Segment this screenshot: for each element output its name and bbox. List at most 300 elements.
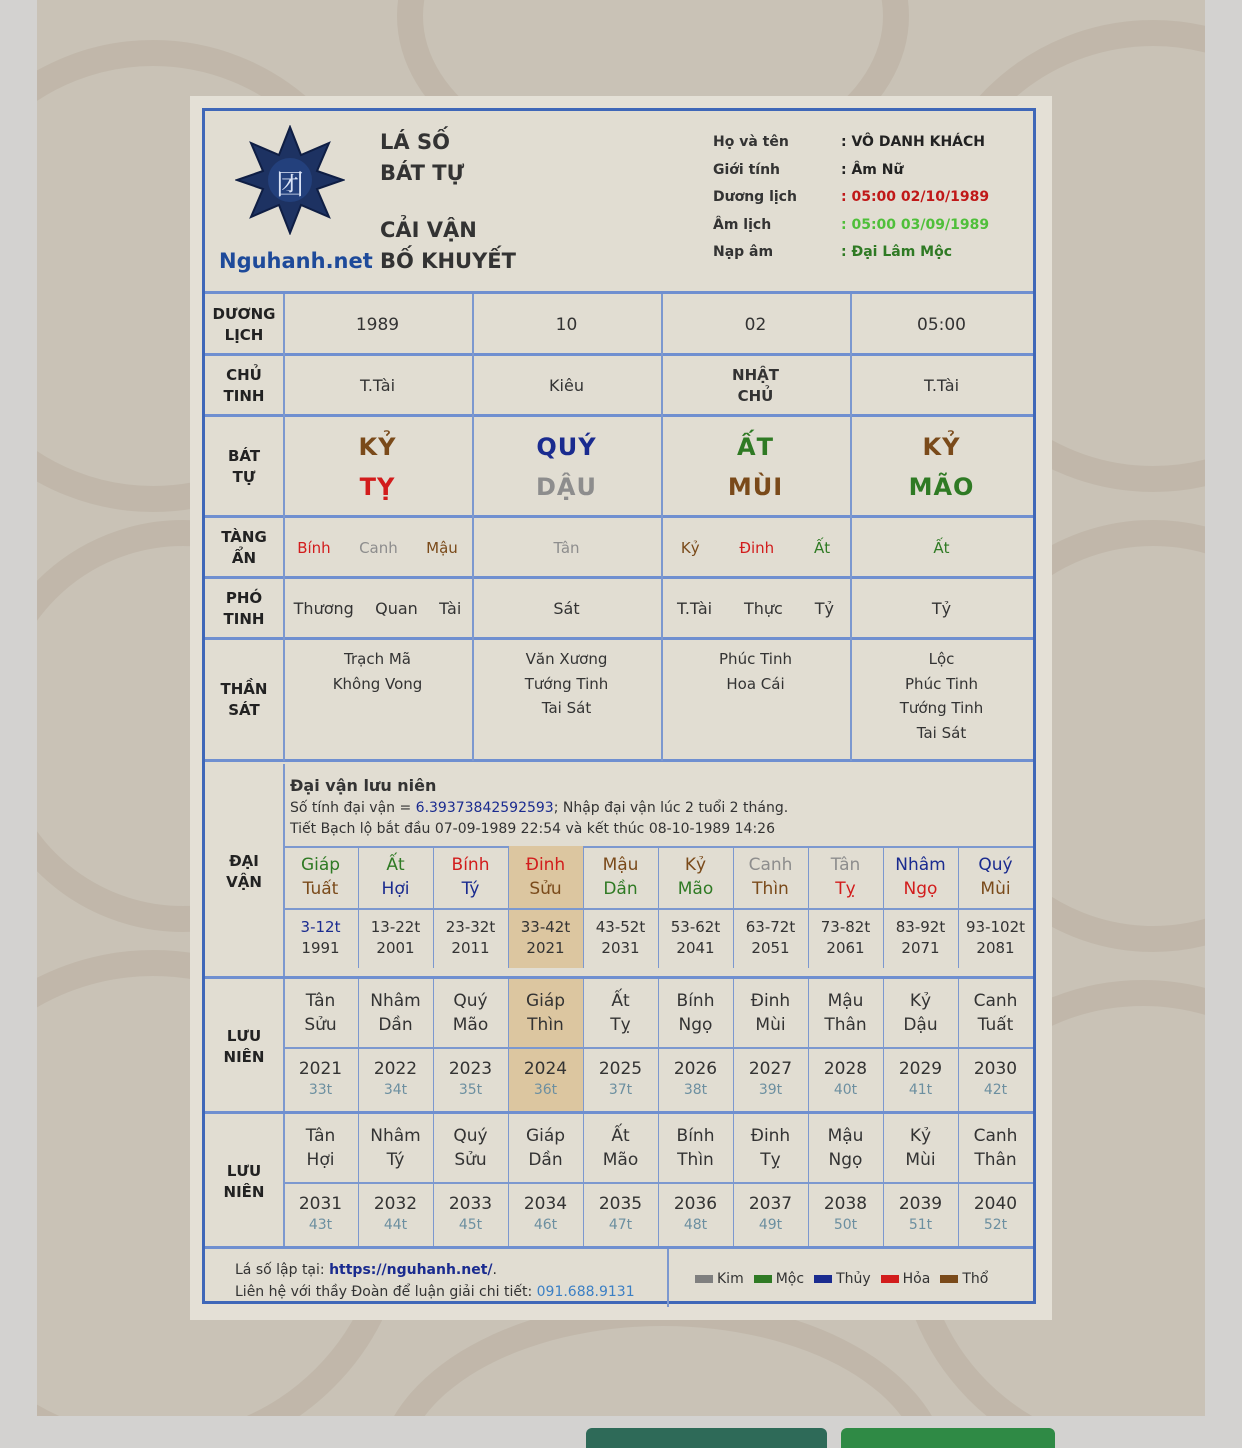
pillar-cell <box>850 294 1033 355</box>
heavenly-stem: KỶ <box>358 432 397 461</box>
grid-top-cell <box>358 846 433 908</box>
row-label-word: CHỦ <box>226 365 262 384</box>
hidden-stem: Đinh <box>739 538 775 557</box>
sub-star: Sát <box>553 599 580 618</box>
element-legend <box>695 1271 998 1287</box>
grid-top-cell <box>808 979 883 1047</box>
grid-top-cell <box>583 1114 658 1182</box>
solar-value: 10 <box>555 314 578 335</box>
day-master-label <box>732 365 779 407</box>
pillar-cell <box>661 639 850 761</box>
grid-top-cell <box>958 846 1033 908</box>
row-label-text <box>213 304 276 346</box>
year-age: 38t <box>683 1082 708 1098</box>
row-label-word: NIÊN <box>223 1182 265 1201</box>
hidden-stem: Bính <box>297 538 331 557</box>
year-branch: Thân <box>824 1015 867 1035</box>
year-value: 2037 <box>748 1194 793 1214</box>
dai-van-age: 33-42t <box>520 918 571 936</box>
year-value: 2033 <box>448 1194 493 1214</box>
year-value: 2040 <box>973 1194 1018 1214</box>
bottom-button-right[interactable] <box>841 1428 1055 1448</box>
year-branch: Tý <box>386 1150 405 1170</box>
pillar-cell <box>661 355 850 416</box>
luu-nien-grid <box>205 1114 1033 1246</box>
legend-label: Thổ <box>962 1271 989 1287</box>
grid-bottom-cell <box>358 908 433 968</box>
grid-col-divider <box>808 1114 809 1246</box>
year-stem: Ất <box>611 991 630 1011</box>
grid-bottom-cell <box>883 908 958 968</box>
year-stem: Kỷ <box>909 1126 932 1146</box>
year-branch: Thìn <box>527 1015 564 1035</box>
earthly-branch: MÙI <box>727 472 784 501</box>
legend-label: Kim <box>717 1271 744 1287</box>
year-value: 2038 <box>823 1194 868 1214</box>
dai-van-year: 1991 <box>301 939 340 957</box>
grid-bottom-cell <box>958 908 1033 968</box>
info-label: Nạp âm <box>713 244 774 260</box>
grid-col-divider <box>658 979 659 1111</box>
spirit-star: Văn Xương <box>525 650 608 668</box>
hidden-stem: Canh <box>359 538 398 557</box>
dai-van-age: 13-22t <box>370 918 421 936</box>
dai-van-year: 2081 <box>976 939 1015 957</box>
grid-top-cell <box>508 846 583 908</box>
dai-van-year: 2041 <box>676 939 715 957</box>
luu-nien-section-1 <box>205 979 1033 1114</box>
sub-star: T.Tài <box>676 599 713 618</box>
grid-bottom-cell <box>808 1182 883 1246</box>
year-stem: Đinh <box>750 991 791 1011</box>
grid-bottom-cell <box>283 908 358 968</box>
year-stem: Tân <box>305 1126 336 1146</box>
dai-van-branch: Hợi <box>381 879 410 899</box>
grid-top-cell <box>808 1114 883 1182</box>
dai-van-stem: Canh <box>748 855 793 875</box>
grid-bottom-cell <box>883 1182 958 1246</box>
year-age: 48t <box>683 1217 708 1233</box>
grid-col-divider <box>358 979 359 1111</box>
pillar-cell <box>850 639 1033 761</box>
grid-col-divider <box>508 1114 509 1246</box>
dai-van-stem: Bính <box>451 855 490 875</box>
grid-top-cell <box>883 979 958 1047</box>
year-branch: Ngọ <box>828 1150 863 1170</box>
grid-bottom-cell <box>883 1047 958 1111</box>
year-branch: Dậu <box>903 1015 938 1035</box>
grid-top-cell <box>808 846 883 908</box>
earthly-branch: MÃO <box>908 472 975 501</box>
row-label-tang-an <box>205 517 283 578</box>
grid-col-divider <box>658 1114 659 1246</box>
main-star: T.Tài <box>923 376 960 395</box>
dai-van-grid <box>205 846 1033 979</box>
grid-bottom-cell <box>283 1182 358 1246</box>
grid-top-cell <box>733 846 808 908</box>
row-label-word: PHÓ <box>225 588 263 607</box>
grid-top-cell <box>508 979 583 1047</box>
solar-value: 05:00 <box>917 314 966 335</box>
dai-van-title: Đại vận lưu niên <box>290 776 437 795</box>
grid-bottom-cell <box>658 908 733 968</box>
dai-van-stem: Ất <box>386 855 405 875</box>
main-star: Kiêu <box>549 376 584 395</box>
year-age: 45t <box>458 1217 483 1233</box>
year-value: 2032 <box>373 1194 418 1214</box>
year-branch: Hợi <box>306 1150 335 1170</box>
grid-col-divider <box>358 846 359 968</box>
heavenly-stem: ẤT <box>737 432 774 461</box>
row-label-pho-tinh <box>205 578 283 639</box>
website-link[interactable]: https://nguhanh.net/ <box>329 1262 493 1278</box>
solar-value: 1989 <box>355 314 400 335</box>
hidden-stem: Ất <box>813 538 831 557</box>
legend-swatch <box>695 1275 713 1283</box>
year-age: 34t <box>383 1082 408 1098</box>
spirit-star: Tai Sát <box>541 699 592 717</box>
row-label-word: ĐẠI <box>229 851 259 870</box>
grid-bottom-cell <box>358 1182 433 1246</box>
grid-top-cell <box>283 979 358 1047</box>
year-age: 39t <box>758 1082 783 1098</box>
dai-van-header <box>290 774 788 840</box>
hidden-stem: Tân <box>553 538 580 557</box>
dai-van-stem: Giáp <box>300 855 341 875</box>
year-value: 2028 <box>823 1059 868 1079</box>
dai-van-stem: Quý <box>978 855 1013 875</box>
year-stem: Quý <box>453 991 488 1011</box>
row-label-than-sat <box>205 639 283 761</box>
row-label-word: SÁT <box>228 701 260 719</box>
grid-top-cell <box>508 1114 583 1182</box>
year-stem: Bính <box>676 1126 715 1146</box>
grid-bottom-cell <box>958 1047 1033 1111</box>
year-age: 52t <box>983 1217 1008 1233</box>
legend-item <box>695 1271 744 1287</box>
grid-col-divider <box>883 1114 884 1246</box>
dai-van-age: 53-62t <box>670 918 721 936</box>
grid-bottom-cell <box>433 1047 508 1111</box>
grid-row-divider <box>283 1047 1033 1049</box>
row-label-word: ẨN <box>231 548 257 567</box>
year-age: 51t <box>908 1217 933 1233</box>
info-label: Dương lịch <box>713 189 797 205</box>
year-stem: Nhâm <box>370 1126 421 1146</box>
year-age: 33t <box>308 1082 333 1098</box>
grid-col-divider <box>733 1114 734 1246</box>
grid-col-divider <box>433 846 434 968</box>
grid-bottom-cell <box>808 1047 883 1111</box>
dai-van-age: 43-52t <box>595 918 646 936</box>
grid-bottom-cell <box>733 1047 808 1111</box>
sub-stars <box>850 599 1033 618</box>
grid-top-cell <box>883 1114 958 1182</box>
year-branch: Mão <box>602 1150 639 1170</box>
year-stem: Đinh <box>750 1126 791 1146</box>
year-stem: Canh <box>973 1126 1018 1146</box>
hidden-stem: Kỷ <box>680 538 700 557</box>
pillar-cell <box>661 578 850 639</box>
dai-van-stem: Nhâm <box>895 855 946 875</box>
grid-bottom-cell <box>583 1182 658 1246</box>
info-value: : Âm Nữ <box>841 161 904 178</box>
title-line-4: BỐ KHUYẾT <box>380 249 516 273</box>
year-age: 49t <box>758 1217 783 1233</box>
year-value: 2039 <box>898 1194 943 1214</box>
row-label-word: BÁT <box>227 446 261 465</box>
grid-col-divider <box>583 1114 584 1246</box>
dai-van-branch: Tý <box>461 879 480 899</box>
grid-row-divider <box>283 1182 1033 1184</box>
chart-title <box>380 127 516 277</box>
heavenly-stem: KỶ <box>922 432 961 461</box>
year-value: 2031 <box>298 1194 343 1214</box>
pillar-cell <box>283 416 472 517</box>
grid-top-cell <box>658 1114 733 1182</box>
dai-van-age: 63-72t <box>745 918 796 936</box>
row-label-word: THẦN <box>220 680 268 698</box>
year-stem: Quý <box>453 1126 488 1146</box>
year-age: 43t <box>308 1217 333 1233</box>
legend-label: Hỏa <box>902 1271 931 1287</box>
pillar-cell <box>850 517 1033 578</box>
dai-van-line-1-prefix: Số tính đại vận = <box>290 800 416 816</box>
legend-item <box>754 1271 804 1287</box>
grid-bottom-cell <box>958 1182 1033 1246</box>
dai-van-year: 2001 <box>376 939 415 957</box>
hidden-stems <box>283 539 472 557</box>
info-value: : Đại Lâm Mộc <box>841 244 953 260</box>
year-stem: Mậu <box>827 1126 864 1146</box>
year-branch: Tỵ <box>760 1150 781 1170</box>
sub-stars <box>283 599 472 618</box>
year-value: 2036 <box>673 1194 718 1214</box>
grid-bottom-cell <box>658 1047 733 1111</box>
grid-top-cell <box>958 979 1033 1047</box>
sub-stars <box>472 599 661 618</box>
grid-bottom-cell <box>583 908 658 968</box>
dai-van-section <box>205 764 1033 979</box>
pillar-cell <box>850 355 1033 416</box>
grid-bottom-cell <box>283 1047 358 1111</box>
grid-row-divider <box>283 908 1033 910</box>
row-label-bat-tu <box>205 416 283 517</box>
pillar-cell <box>283 578 472 639</box>
year-age: 40t <box>833 1082 858 1098</box>
grid-bottom-cell <box>583 1047 658 1111</box>
year-branch: Ngọ <box>678 1015 713 1035</box>
grid-bottom-cell <box>358 1047 433 1111</box>
bat-tu-chart <box>202 108 1036 1304</box>
solar-value: 02 <box>744 314 767 335</box>
row-label-text <box>224 365 265 407</box>
made-at-suffix: . <box>492 1262 497 1278</box>
sub-star: Tỷ <box>814 599 835 618</box>
grid-bottom-cell <box>508 1047 583 1111</box>
dai-van-year: 2061 <box>826 939 865 957</box>
grid-col-divider <box>808 846 809 968</box>
grid-bottom-cell <box>508 908 583 968</box>
column-divider <box>850 294 852 761</box>
row-label-word: TINH <box>223 386 265 405</box>
dai-van-age: 23-32t <box>445 918 496 936</box>
grid-top-cell <box>433 979 508 1047</box>
grid-col-divider <box>658 846 659 968</box>
row-label-word: NIÊN <box>223 1047 265 1066</box>
grid-top-cell <box>658 979 733 1047</box>
logo-star-icon <box>235 125 345 235</box>
row-label-word: LƯU <box>226 1161 262 1180</box>
grid-col-divider <box>733 846 734 968</box>
pillar-cell <box>850 416 1033 517</box>
year-stem: Giáp <box>525 991 566 1011</box>
spirit-star: Phúc Tinh <box>719 650 792 668</box>
spirit-star: Trạch Mã <box>344 650 411 668</box>
grid-col-divider <box>583 846 584 968</box>
contact-label: Liên hệ với thầy Đoàn để luận giải chi tiết: <box>235 1284 537 1300</box>
year-stem: Canh <box>973 991 1018 1011</box>
site-name: Nguhanh.net <box>219 249 373 273</box>
pillar-cell <box>661 416 850 517</box>
grid-col-divider <box>733 979 734 1111</box>
row-label-chu-tinh <box>205 355 283 416</box>
year-age: 47t <box>608 1217 633 1233</box>
year-branch: Mùi <box>755 1015 786 1035</box>
grid-col-divider <box>358 1114 359 1246</box>
row-label-word: TỰ <box>232 467 256 486</box>
bottom-button-left[interactable] <box>586 1428 827 1448</box>
logo-glyph: 团 <box>275 168 304 201</box>
year-age: 41t <box>908 1082 933 1098</box>
info-value: : VÔ DANH KHÁCH <box>841 134 985 150</box>
info-label: Họ và tên <box>713 134 789 150</box>
year-value: 2025 <box>598 1059 643 1079</box>
dai-van-age: 93-102t <box>965 918 1025 936</box>
row-label-word: TINH <box>223 609 265 628</box>
column-divider <box>661 294 663 761</box>
phone-link[interactable]: 091.688.9131 <box>536 1284 635 1300</box>
dai-van-branch: Thìn <box>752 879 789 899</box>
pillar-cell <box>661 294 850 355</box>
dai-van-number: 6.39373842592593 <box>415 800 554 816</box>
hidden-stems <box>661 539 850 557</box>
info-label: Giới tính <box>713 161 781 178</box>
year-age: 36t <box>533 1082 558 1098</box>
grid-top-cell <box>883 846 958 908</box>
day-master-word: CHỦ <box>737 386 774 405</box>
dai-van-branch: Tỵ <box>835 879 856 899</box>
grid-col-divider <box>433 979 434 1111</box>
grid-col-divider <box>583 979 584 1111</box>
spirit-star: Hoa Cái <box>726 674 785 693</box>
legend-item <box>814 1271 871 1287</box>
hidden-stems <box>850 539 1033 557</box>
dai-van-year: 2051 <box>751 939 790 957</box>
year-value: 2035 <box>598 1194 643 1214</box>
heavenly-stem: QUÝ <box>536 432 597 461</box>
dai-van-age: 83-92t <box>895 918 946 936</box>
row-label-duong-lich <box>205 294 283 355</box>
year-value: 2029 <box>898 1059 943 1079</box>
year-value: 2024 <box>523 1059 568 1079</box>
earthly-branch: TỴ <box>359 472 396 501</box>
year-value: 2022 <box>373 1059 418 1079</box>
info-value: : 05:00 03/09/1989 <box>841 216 990 233</box>
dai-van-year: 2021 <box>526 939 565 957</box>
four-pillars-table <box>205 294 1033 764</box>
grid-col-divider <box>958 1114 959 1246</box>
grid-bottom-cell <box>658 1182 733 1246</box>
dai-van-stem: Kỷ <box>684 855 707 875</box>
row-label-text <box>224 588 265 630</box>
title-line-2: BÁT TỰ <box>380 161 465 185</box>
dai-van-year: 2011 <box>451 939 490 957</box>
sub-star: Thương <box>293 599 354 618</box>
year-age: 35t <box>458 1082 483 1098</box>
year-age: 37t <box>608 1082 633 1098</box>
dai-van-branch: Sửu <box>529 879 562 899</box>
year-branch: Thân <box>974 1150 1017 1170</box>
grid-top-cell <box>658 846 733 908</box>
pillar-cell <box>661 517 850 578</box>
pillar-cell <box>283 355 472 416</box>
year-value: 2034 <box>523 1194 568 1214</box>
hidden-stem: Ất <box>933 538 950 557</box>
legend-swatch <box>814 1275 832 1283</box>
grid-top-cell <box>358 1114 433 1182</box>
year-value: 2026 <box>673 1059 718 1079</box>
grid-bottom-cell <box>808 908 883 968</box>
grid-col-divider <box>883 846 884 968</box>
grid-col-divider <box>433 1114 434 1246</box>
grid-top-cell <box>283 846 358 908</box>
grid-bottom-cell <box>508 1182 583 1246</box>
year-age: 50t <box>833 1217 858 1233</box>
title-line-1: LÁ SỐ <box>380 130 450 154</box>
dai-van-branch: Dần <box>603 879 638 899</box>
row-label-word: TÀNG <box>221 527 267 546</box>
dai-van-year: 2071 <box>901 939 940 957</box>
grid-bottom-cell <box>733 908 808 968</box>
sub-stars <box>661 599 850 618</box>
column-divider <box>472 294 474 761</box>
year-value: 2021 <box>298 1059 343 1079</box>
sub-star: Tài <box>439 599 462 618</box>
pillar-cell <box>472 416 661 517</box>
hidden-stems <box>472 539 661 557</box>
year-branch: Sửu <box>454 1150 487 1170</box>
dai-van-age: 73-82t <box>820 918 871 936</box>
grid-top-cell <box>733 1114 808 1182</box>
year-stem: Bính <box>676 991 715 1011</box>
column-divider <box>283 294 285 761</box>
grid-col-divider <box>958 846 959 968</box>
spirit-star: Không Vong <box>332 674 423 693</box>
grid-top-cell <box>583 979 658 1047</box>
year-stem: Kỷ <box>909 991 932 1011</box>
chart-paper <box>190 96 1052 1320</box>
sub-star: Tỷ <box>931 599 952 618</box>
dai-van-stem: Đinh <box>525 855 566 875</box>
legend-item <box>940 1271 988 1287</box>
year-stem: Tân <box>305 991 336 1011</box>
title-line-3: CẢI VẬN <box>380 218 477 242</box>
legend-swatch <box>881 1275 899 1283</box>
dai-van-stem: Mậu <box>602 855 639 875</box>
year-age: 42t <box>983 1082 1008 1098</box>
year-branch: Sửu <box>304 1015 337 1035</box>
